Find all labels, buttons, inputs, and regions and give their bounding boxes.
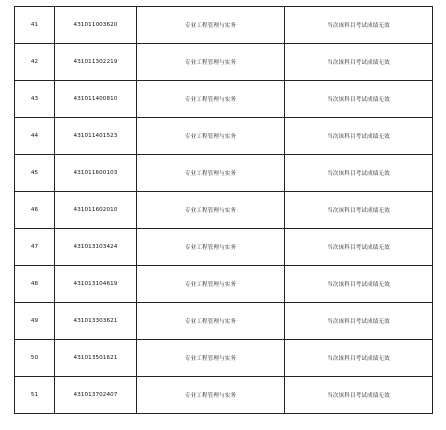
row-number-cell: 43 — [15, 81, 55, 118]
status-cell: 当次该科目考试成绩无效 — [285, 266, 433, 303]
table-row — [15, 155, 433, 192]
subject-cell: 专业工程管理与实务 — [137, 81, 285, 118]
candidate-id-cell: 431013103424 — [55, 229, 137, 266]
subject-cell: 专业工程管理与实务 — [137, 7, 285, 44]
status-cell: 当次该科目考试成绩无效 — [285, 192, 433, 229]
results-table-body — [15, 7, 433, 414]
row-number-cell: 45 — [15, 155, 55, 192]
subject-cell: 专业工程管理与实务 — [137, 340, 285, 377]
status-cell: 当次该科目考试成绩无效 — [285, 303, 433, 340]
subject-cell: 专业工程管理与实务 — [137, 155, 285, 192]
table-row — [15, 118, 433, 155]
status-cell: 当次该科目考试成绩无效 — [285, 44, 433, 81]
status-cell: 当次该科目考试成绩无效 — [285, 377, 433, 414]
table-row — [15, 44, 433, 81]
table-row — [15, 229, 433, 266]
status-cell: 当次该科目考试成绩无效 — [285, 229, 433, 266]
status-cell: 当次该科目考试成绩无效 — [285, 7, 433, 44]
subject-cell: 专业工程管理与实务 — [137, 266, 285, 303]
row-number-cell: 50 — [15, 340, 55, 377]
subject-cell: 专业工程管理与实务 — [137, 118, 285, 155]
status-cell: 当次该科目考试成绩无效 — [285, 155, 433, 192]
subject-cell: 专业工程管理与实务 — [137, 377, 285, 414]
row-number-cell: 49 — [15, 303, 55, 340]
table-row — [15, 266, 433, 303]
status-cell: 当次该科目考试成绩无效 — [285, 118, 433, 155]
row-number-cell: 41 — [15, 7, 55, 44]
table-row — [15, 303, 433, 340]
status-cell: 当次该科目考试成绩无效 — [285, 340, 433, 377]
subject-cell: 专业工程管理与实务 — [137, 192, 285, 229]
candidate-id-cell: 431011600103 — [55, 155, 137, 192]
row-number-cell: 42 — [15, 44, 55, 81]
row-number-cell: 47 — [15, 229, 55, 266]
candidate-id-cell: 431011401523 — [55, 118, 137, 155]
subject-cell: 专业工程管理与实务 — [137, 44, 285, 81]
table-row — [15, 7, 433, 44]
table-row — [15, 81, 433, 118]
row-number-cell: 51 — [15, 377, 55, 414]
candidate-id-cell: 431013702407 — [55, 377, 137, 414]
results-table — [14, 6, 433, 414]
candidate-id-cell: 431011302219 — [55, 44, 137, 81]
table-row — [15, 340, 433, 377]
row-number-cell: 46 — [15, 192, 55, 229]
candidate-id-cell: 431013303621 — [55, 303, 137, 340]
row-number-cell: 48 — [15, 266, 55, 303]
candidate-id-cell: 431013501621 — [55, 340, 137, 377]
candidate-id-cell: 431011400810 — [55, 81, 137, 118]
subject-cell: 专业工程管理与实务 — [137, 229, 285, 266]
candidate-id-cell: 431011602010 — [55, 192, 137, 229]
candidate-id-cell: 431013104619 — [55, 266, 137, 303]
table-row — [15, 377, 433, 414]
candidate-id-cell: 431011003620 — [55, 7, 137, 44]
status-cell: 当次该科目考试成绩无效 — [285, 81, 433, 118]
subject-cell: 专业工程管理与实务 — [137, 303, 285, 340]
table-row — [15, 192, 433, 229]
row-number-cell: 44 — [15, 118, 55, 155]
